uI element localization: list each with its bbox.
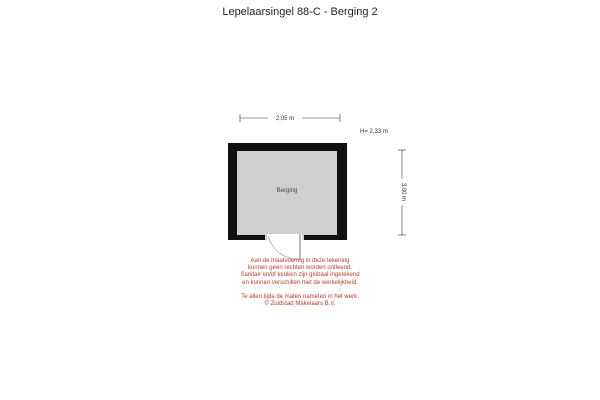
width-label: 2,05 m (275, 116, 295, 122)
disclaimer (170, 258, 430, 308)
depth-label: 3,00 m (400, 182, 406, 202)
disclaimer-line: Aan de maatvoering in deze tekening (250, 258, 350, 264)
disclaimer-line: Sanitair en/of keuken zijn globaal ingetekend (240, 272, 360, 279)
disclaimer-line: Te allen tijde de maten nameten in het werk. (241, 293, 359, 300)
disclaimer-line: en kunnen verschillen met de werkelijkheid. (242, 279, 358, 286)
height-label: H= 2,33 m (360, 129, 388, 135)
page-title: Lepelaarsingel 88-C - Berging 2 (222, 6, 378, 18)
room-label: Berging (276, 188, 298, 194)
depth-dimension (398, 150, 406, 235)
copyright-line: © Zuidstad Makelaars B.V. (264, 301, 336, 308)
disclaimer-line: kunnen geen rechten worden ontleend. (247, 265, 353, 272)
width-dimension (240, 114, 340, 122)
